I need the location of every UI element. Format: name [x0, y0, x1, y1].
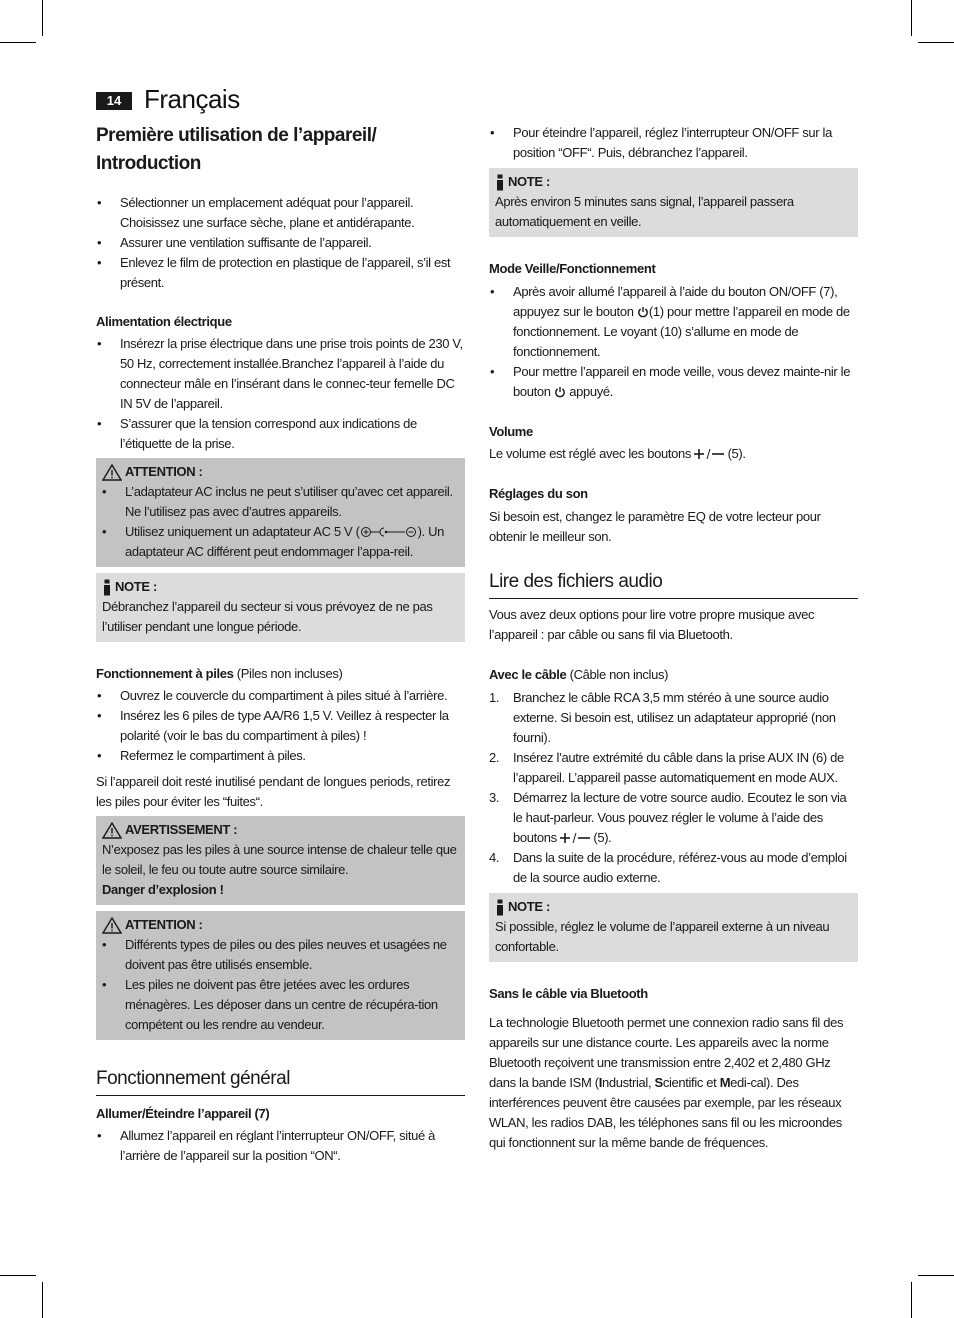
list-item: • Insérez les 6 piles de type AA/R6 1,5 V. Veillez à respecter la polarité (voir le bas du compartiment à piles) ! [96, 706, 465, 746]
step-number: 1. [489, 690, 500, 705]
info-icon [102, 579, 112, 596]
adapter-text-rest: Un adaptateur AC différent peut endommager l’appa-reil. [125, 524, 445, 559]
list-item: • S’assurer que la tension correspond aux indications de l’étiquette de la prise. [96, 414, 465, 454]
note-text: Après environ 5 minutes sans signal, l’appareil passera automatiquement en veille. [495, 194, 794, 229]
battery-heading-text: Fonctionnement à piles [96, 666, 234, 681]
bluetooth-text [489, 1013, 858, 1153]
left-column [96, 122, 465, 1166]
note-box [96, 573, 465, 642]
attention-list [102, 935, 459, 1035]
page-number: 14 [96, 92, 132, 110]
crop-mark [42, 0, 43, 36]
cable-heading-sub: (Câble non inclus) [569, 667, 669, 682]
power-heading: Alimentation électrique [96, 314, 232, 329]
step-number: 4. [489, 850, 500, 865]
audio-intro: Vous avez deux options pour lire votre propre musique avec l’appareil : par câble ou sans fil via Bluetooth. [489, 607, 815, 642]
crop-mark [0, 1275, 36, 1276]
list-item: • Les piles ne doivent pas être jetées avec les ordures ménagères. Les déposer dans un centre de récupéra-tion compétent ou les rendre au vendeur. [102, 975, 459, 1035]
note-title [495, 897, 852, 917]
list-item [102, 522, 459, 562]
crop-mark [918, 1275, 954, 1276]
bluetooth-text-part: ndustrial, [601, 1075, 655, 1090]
volume-text-end: (5). [727, 446, 746, 461]
note-title-text: NOTE : [508, 899, 550, 914]
volume-text-start: Le volume est réglé avec les boutons [489, 446, 692, 461]
intro-list [96, 193, 465, 293]
standby-text: Pour mettre l’appareil en mode veille, vous devez mainte-nir le bouton [513, 364, 851, 399]
cable-heading [489, 665, 858, 685]
power-button-icon [554, 386, 566, 398]
audio-heading: Lire des fichiers audio [489, 569, 858, 599]
attention-title [102, 462, 459, 482]
info-icon [495, 899, 505, 916]
list-item [489, 688, 858, 748]
off-list [489, 123, 858, 163]
warning-title-text: AVERTISSEMENT : [125, 822, 238, 837]
list-item [489, 748, 858, 788]
step-number: 2. [489, 750, 500, 765]
list-item: • Pour éteindre l’appareil, réglez l’interrupteur ON/OFF sur la position “OFF“. Puis, débranchez l’appareil. [489, 123, 858, 163]
note-title [102, 577, 459, 597]
list-item: • Ouvrez le couvercle du compartiment à piles situé à l’arrière. [96, 686, 465, 706]
list-item: • Refermez le compartiment à piles. [96, 746, 465, 766]
bluetooth-text-part: cientific et [662, 1075, 720, 1090]
standby-text: (1) pour mettre l’appareil en mode de fonctionnement. Le voyant (10) s’allume en mode de fonctionnement. [513, 304, 850, 359]
standby-text: Après avoir allumé l’appareil à l’aide du bouton ON/OFF (7), appuyez sur le bouton [513, 284, 838, 319]
bluetooth-heading: Sans le câble via Bluetooth [489, 986, 648, 1001]
general-list [96, 1126, 465, 1166]
standby-text: appuyé. [569, 384, 614, 399]
intro-heading: Première utilisation de l’appareil/ Introduction [96, 125, 377, 174]
warning-triangle-icon [102, 464, 122, 481]
warning-triangle-icon [102, 917, 122, 934]
general-heading: Fonctionnement général [96, 1066, 465, 1096]
plus-minus-icon [694, 448, 724, 460]
cable-heading-text: Avec le câble [489, 667, 567, 682]
list-item [489, 788, 858, 848]
step-text: Dans la suite de la procédure, référez-vous au mode d’emploi de la source audio externe. [513, 850, 847, 885]
battery-heading [96, 664, 465, 684]
bluetooth-ism-letter: I [598, 1075, 602, 1090]
step-number: 3. [489, 790, 500, 805]
volume-heading: Volume [489, 424, 533, 439]
bluetooth-ism-letter: S [654, 1075, 663, 1090]
battery-paragraph: Si l’appareil doit resté inutilisé pendant de longues periods, retirez les piles pour éviter les “fuites“. [96, 774, 451, 809]
page-title: Français [144, 84, 240, 114]
power-list [96, 334, 465, 454]
attention-box [96, 458, 465, 567]
battery-list [96, 686, 465, 766]
list-item: • Différents types de piles ou des piles neuves et usagées ne doivent pas être utilisés ensemble. [102, 935, 459, 975]
cable-steps [489, 688, 858, 888]
list-item: • Insérezr la prise électrique dans une prise trois points de 230 V, 50 Hz, correctement installée.Branchez l’appareil à l’aide du connecteur mâle en l’insérant dans le connec-teur femelle DC IN 5V de l’appareil. [96, 334, 465, 414]
adapter-text-end: ). [417, 524, 425, 539]
warning-triangle-icon [102, 822, 122, 839]
crop-mark [42, 1282, 43, 1318]
note-box [489, 893, 858, 962]
note-text: Débranchez l’appareil du secteur si vous prévoyez de ne pas l’utiliser pendant une longue période. [102, 599, 433, 634]
warning-text: N’exposez pas les piles à une source intense de chaleur telle que le soleil, le feu ou toute autre source similaire. [102, 842, 457, 877]
attention-title-text: ATTENTION : [125, 464, 203, 479]
attention-title [102, 915, 459, 935]
note-title-text: NOTE : [115, 579, 157, 594]
volume-text [489, 444, 858, 464]
bluetooth-text-part: edi-cal). Des interférences peuvent être causées par exemple, par les réseaux WLAN, les radios DAB, les téléphones sans fil ou les microondes qui fonctionnent sur la même bande de fréquences. [489, 1075, 842, 1150]
note-text: Si possible, réglez le volume de l’appareil externe à un niveau confortable. [495, 919, 830, 954]
plus-minus-icon [560, 832, 590, 844]
list-item: • Assurer une ventilation suffisante de l’appareil. [96, 233, 465, 253]
step-text: Insérez l’autre extrémité du câble dans la prise AUX IN (6) de l’appareil. L’appareil passe automatiquement en mode AUX. [513, 750, 844, 785]
bluetooth-text-part: La technologie Bluetooth permet une connexion radio sans fil des appareils sur une distance courte. Les appareils avec la norme Bluetooth reçoivent une transmission entre 2,402 et 2,480 GHz dans la bande ISM ( [489, 1015, 844, 1090]
standby-heading: Mode Veille/Fonctionnement [489, 261, 656, 276]
list-item: • Sélectionner un emplacement adéquat pour l’appareil. Choisissez une surface sèche, plane et antidérapante. [96, 193, 465, 233]
step-text: (5). [593, 830, 612, 845]
crop-mark [911, 1282, 912, 1318]
crop-mark [918, 42, 954, 43]
list-item: • Allumez l’appareil en réglant l’interrupteur ON/OFF, situé à l’arrière de l’appareil sur la position “ON“. [96, 1126, 465, 1166]
right-column [489, 123, 858, 1153]
power-switch-heading: Allumer/Éteindre l’appareil (7) [96, 1106, 270, 1121]
list-item: • Enlevez le film de protection en plastique de l’appareil, s’il est présent. [96, 253, 465, 293]
attention-box [96, 911, 465, 1040]
info-icon [495, 174, 505, 191]
list-item [489, 282, 858, 362]
sound-heading: Réglages du son [489, 486, 588, 501]
bluetooth-ism-letter: M [719, 1075, 731, 1090]
battery-heading-sub: (Piles non incluses) [236, 666, 343, 681]
list-item [489, 848, 858, 888]
crop-mark [0, 42, 36, 43]
polarity-symbol-icon [360, 526, 418, 538]
standby-list [489, 282, 858, 402]
warning-box [96, 816, 465, 905]
step-text: Branchez le câble RCA 3,5 mm stéréo à une source audio externe. Si besoin est, utilisez un adaptateur approprié (non fourni). [513, 690, 836, 745]
list-item: • L’adaptateur AC inclus ne peut s’utiliser qu’avec cet appareil. Ne l’utilisez pas avec d’autres appareils. [102, 482, 459, 522]
attention-list [102, 482, 459, 562]
attention-title-text: ATTENTION : [125, 917, 203, 932]
sound-text: Si besoin est, changez le paramètre EQ de votre lecteur pour obtenir le meilleur son. [489, 509, 821, 544]
note-title [495, 172, 852, 192]
power-button-icon [637, 306, 649, 318]
warning-title [102, 820, 459, 840]
note-box [489, 168, 858, 237]
warning-danger: Danger d’explosion ! [102, 882, 224, 897]
note-title-text: NOTE : [508, 174, 550, 189]
adapter-text: Utilisez uniquement un adaptateur AC 5 V ( [125, 524, 360, 539]
list-item [489, 362, 858, 402]
crop-mark [911, 0, 912, 36]
step-text: Démarrez la lecture de votre source audio. Ecoutez le son via le haut-parleur. Vous pouvez régler le volume à l’aide des boutons [513, 790, 847, 845]
